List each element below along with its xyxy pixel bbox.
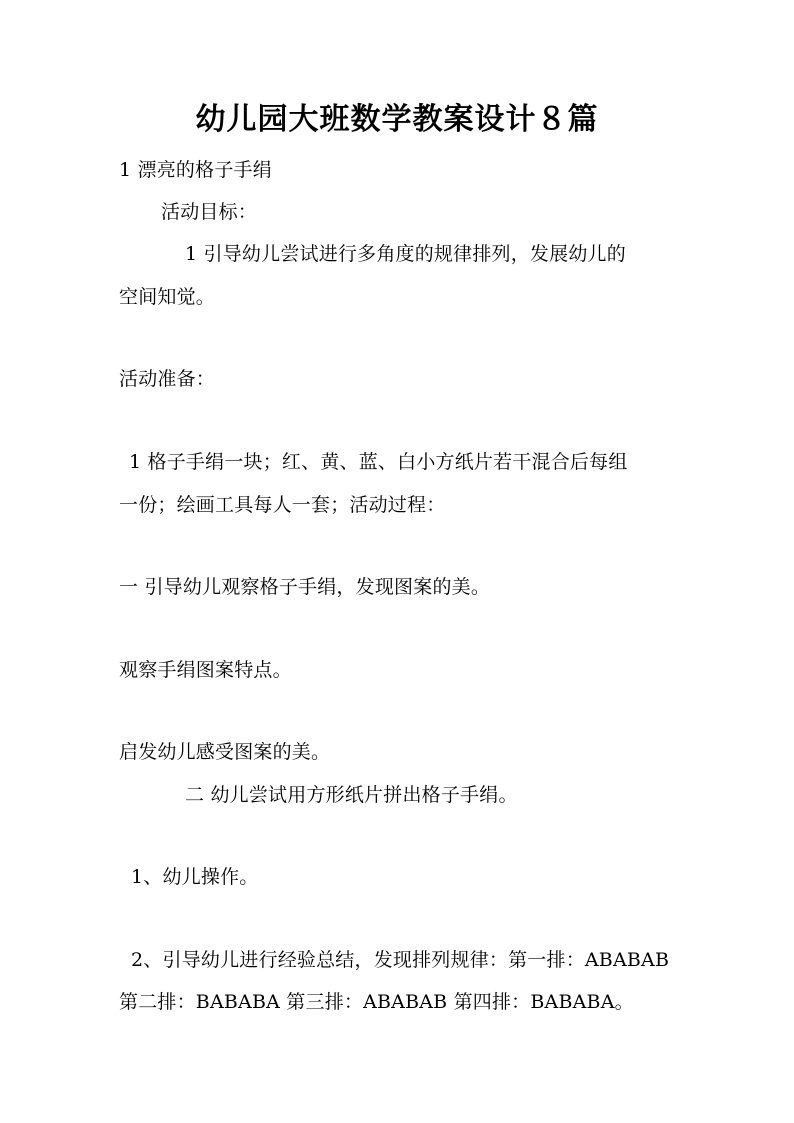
paragraph-line: 启发幼儿感受图案的美。 — [119, 741, 331, 763]
activity-prep-label: 活动准备： — [119, 368, 216, 390]
paragraph-line: 第二排：BABABA 第三排：ABABAB 第四排：BABABA。 — [119, 991, 634, 1013]
section-heading: 1 漂亮的格子手绢 — [119, 159, 272, 181]
step-heading: 一 引导幼儿观察格子手绢，发现图案的美。 — [119, 576, 491, 598]
paragraph-line: 观察手绢图案特点。 — [119, 659, 292, 681]
paragraph-line: 1 引导幼儿尝试进行多角度的规律排列，发展幼儿的 — [185, 243, 626, 265]
paragraph-line: 空间知觉。 — [119, 286, 216, 308]
step-heading: 二 幼儿尝试用方形纸片拼出格子手绢。 — [185, 784, 518, 806]
list-item: 1、幼儿操作。 — [131, 866, 259, 888]
paragraph-line: 一份；绘画工具每人一套；活动过程： — [119, 494, 446, 516]
page-title: 幼儿园大班数学教案设计８篇 — [195, 102, 599, 137]
activity-goal-label: 活动目标： — [161, 201, 258, 223]
list-item: 2、引导幼儿进行经验总结，发现排列规律：第一排：ABABAB — [131, 949, 670, 971]
paragraph-line: 1 格子手绢一块；红、黄、蓝、白小方纸片若干混合后每组 — [129, 451, 628, 473]
